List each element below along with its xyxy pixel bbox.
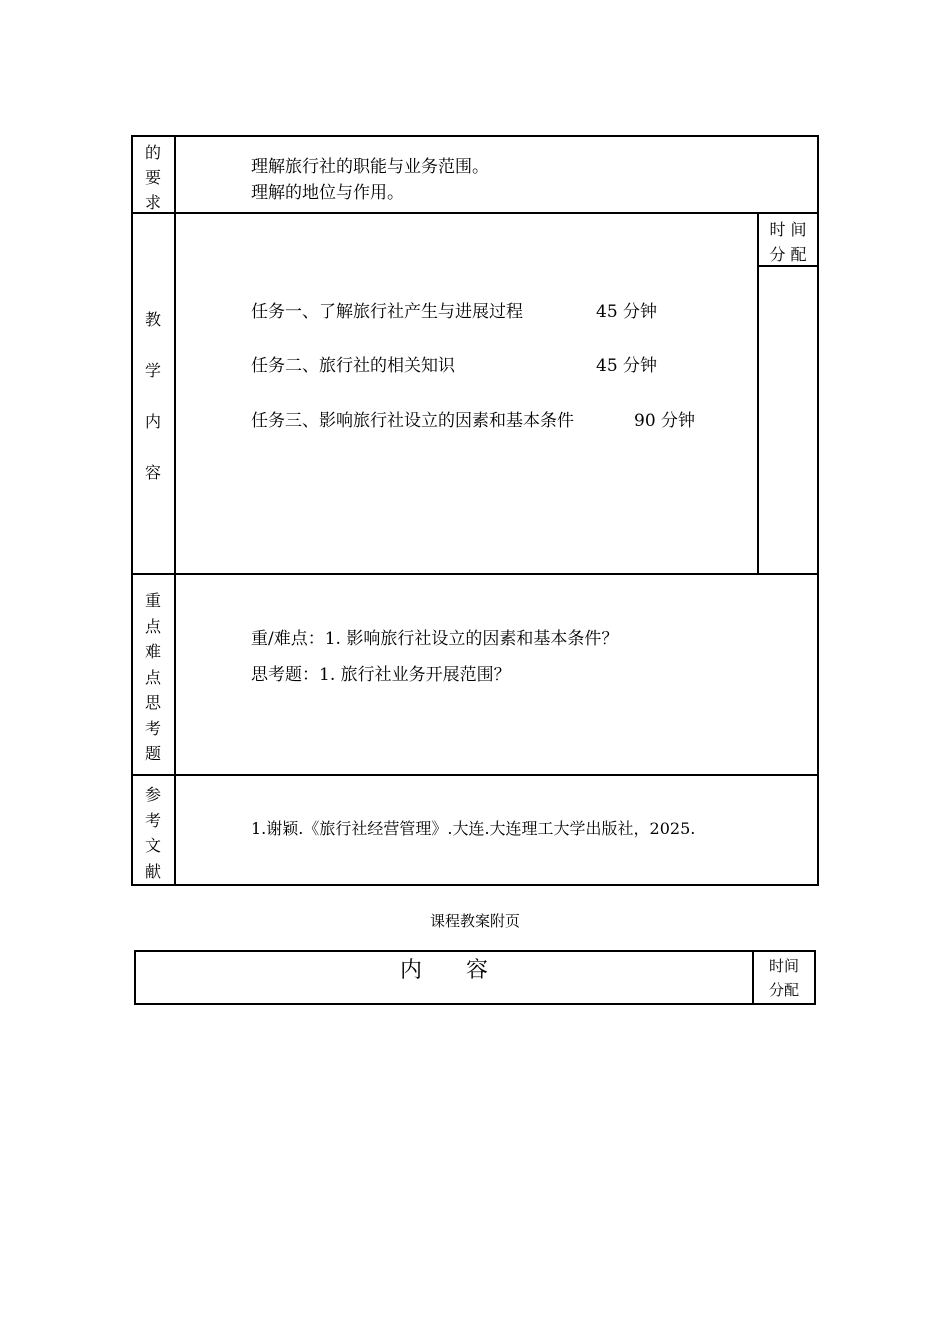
appendix-title: 课程教案附页 <box>429 912 520 930</box>
task-2-time: 45 分钟 <box>596 356 658 376</box>
references-label: 参 考 文 献 <box>144 785 161 881</box>
question-text: 思考题：1. 旅行社业务开展范围？ <box>251 665 511 685</box>
key-points-label: 重 点 难 点 思 考 题 <box>144 591 161 763</box>
requirements-label: 的 要 求 <box>144 143 161 212</box>
task-3-time: 90 分钟 <box>634 411 696 431</box>
task-2-name: 任务二、旅行社的相关知识 <box>251 356 455 376</box>
row-divider <box>131 774 819 776</box>
task-3-name: 任务三、影响旅行社设立的因素和基本条件 <box>251 411 574 431</box>
difficulty-text: 重/难点：1. 影响旅行社设立的因素和基本条件？ <box>251 629 619 649</box>
task-1-time: 45 分钟 <box>596 302 658 322</box>
requirement-line-1: 理解旅行社的职能与业务范围。 <box>251 157 489 177</box>
reference-item-1: 1.谢颖.《旅行社经营管理》.大连.大连理工大学出版社，2025. <box>251 819 696 838</box>
appendix-time-header: 时间 分配 <box>768 957 799 999</box>
appendix-content-header: 内 容 <box>399 958 488 983</box>
row-divider <box>131 212 819 214</box>
teaching-content-label: 教 学 内 容 <box>144 310 161 482</box>
task-1-name: 任务一、了解旅行社产生与进展过程 <box>251 302 523 322</box>
requirement-line-2: 理解的地位与作用。 <box>251 183 404 203</box>
time-allocation-header: 时 间 分 配 <box>769 220 807 264</box>
row-divider <box>131 573 819 575</box>
